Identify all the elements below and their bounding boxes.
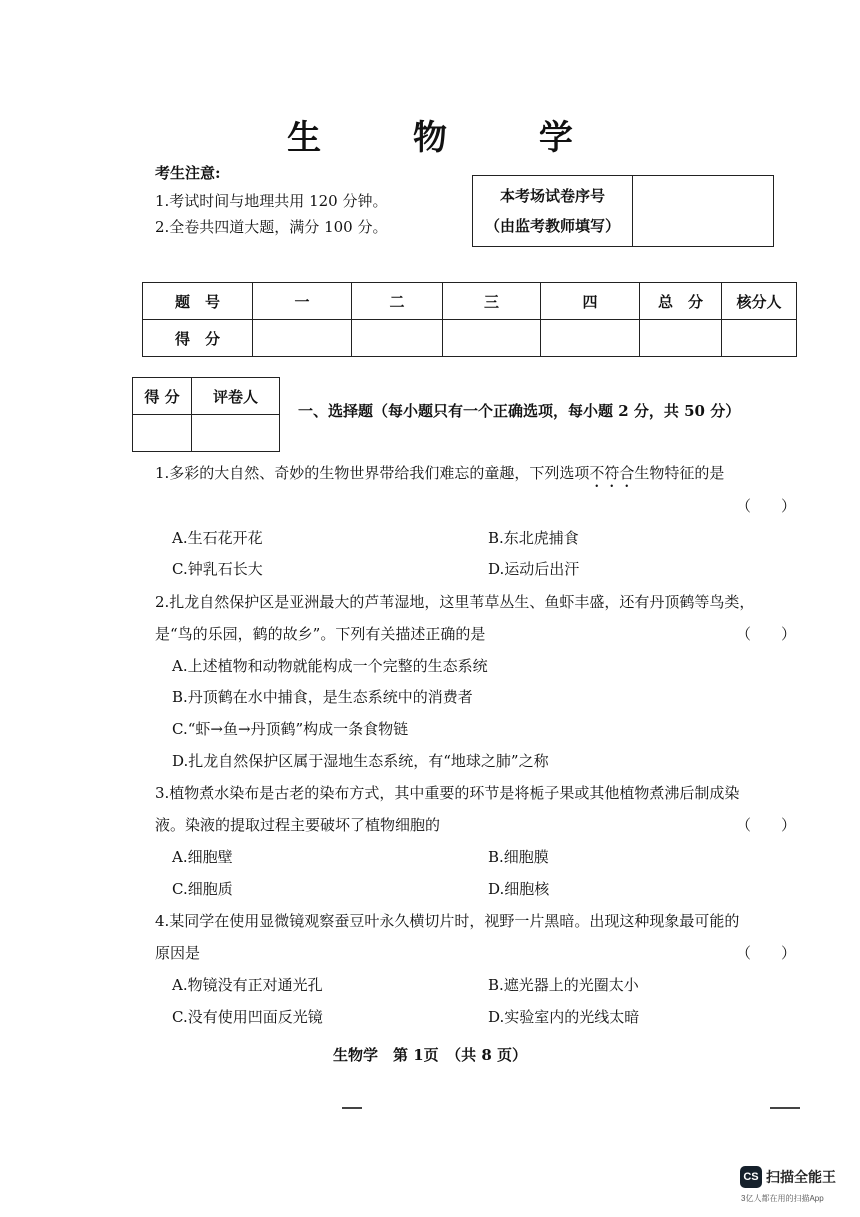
option: C.钟乳石长大 <box>172 560 263 578</box>
answer-paren[interactable]: （ ） <box>736 944 797 962</box>
score-cell[interactable] <box>640 320 722 357</box>
option: B.细胞膜 <box>488 848 549 866</box>
option: D.扎龙自然保护区属于湿地生态系统，有“地球之肺”之称 <box>172 752 549 770</box>
row-header-score: 得 分 <box>143 320 253 357</box>
col-header: 四 <box>541 283 640 320</box>
question-stem <box>155 462 724 491</box>
notice-item: 2.全卷共四道大题，满分 100 分。 <box>155 218 388 236</box>
option: C.没有使用凹面反光镜 <box>172 1008 323 1026</box>
score-cell[interactable] <box>253 320 352 357</box>
row-header-question: 题 号 <box>143 283 253 320</box>
option: A.细胞壁 <box>172 848 233 866</box>
col-header: 总 分 <box>640 283 722 320</box>
serial-input-cell[interactable] <box>633 176 774 247</box>
notice-item: 1.考试时间与地理共用 120 分钟。 <box>155 192 388 210</box>
score-table <box>142 282 797 357</box>
grader-score-label: 得 分 <box>133 378 192 415</box>
grader-name-cell[interactable] <box>192 415 280 452</box>
grader-table <box>132 377 280 452</box>
option: A.上述植物和动物就能构成一个完整的生态系统 <box>172 657 488 675</box>
scanner-logo-icon: CS <box>740 1166 762 1188</box>
scanner-tagline: 3亿人都在用的扫描App <box>741 1194 824 1203</box>
option: D.实验室内的光线太暗 <box>488 1008 640 1026</box>
option: C.“虾→鱼→丹顶鹤”构成一条食物链 <box>172 720 409 738</box>
scanner-name: 扫描全能王 <box>766 1169 836 1185</box>
option: A.物镜没有正对通光孔 <box>172 976 323 994</box>
question-stem: 液。染液的提取过程主要破坏了植物细胞的 <box>155 816 441 834</box>
score-cell[interactable] <box>443 320 541 357</box>
option: A.生石花开花 <box>172 529 263 547</box>
col-header: 二 <box>352 283 443 320</box>
scanner-watermark <box>740 1166 836 1188</box>
col-header: 三 <box>443 283 541 320</box>
question-stem: 4.某同学在使用显微镜观察蚕豆叶永久横切片时，视野一片黑暗。出现这种现象最可能的 <box>155 912 740 930</box>
serial-note: （由监考教师填写） <box>484 217 620 235</box>
exam-serial-box <box>472 175 774 247</box>
option: D.细胞核 <box>488 880 550 898</box>
serial-label: 本考场试卷序号 <box>499 187 605 205</box>
option: B.丹顶鹤在水中捕食，是生态系统中的消费者 <box>172 688 473 706</box>
option: D.运动后出汗 <box>488 560 580 578</box>
score-cell[interactable] <box>722 320 797 357</box>
col-header: 一 <box>253 283 352 320</box>
col-header: 核分人 <box>722 283 797 320</box>
grader-name-label: 评卷人 <box>192 378 280 415</box>
section-heading: 一、选择题（每小题只有一个正确选项，每小题 2 分，共 50 分） <box>298 402 741 420</box>
answer-paren[interactable]: （ ） <box>736 816 797 834</box>
emphasis-text: 不符合 <box>589 464 635 482</box>
page-title: 生 物 学 <box>287 118 613 158</box>
answer-paren[interactable]: （ ） <box>736 625 797 643</box>
question-stem: 是“鸟的乐园，鹤的故乡”。下列有关描述正确的是 <box>155 625 486 643</box>
question-stem: 3.植物煮水染布是古老的染布方式，其中重要的环节是将栀子果或其他植物煮沸后制成染 <box>155 784 740 802</box>
question-stem: 原因是 <box>155 944 201 962</box>
serial-label-cell <box>473 176 633 247</box>
option: C.细胞质 <box>172 880 233 898</box>
answer-paren[interactable]: （ ） <box>736 497 797 515</box>
stem-text: 1.多彩的大自然、奇妙的生物世界带给我们难忘的童趣，下列选项 <box>155 464 590 482</box>
scan-mark <box>770 1107 800 1109</box>
grader-score-cell[interactable] <box>133 415 192 452</box>
stem-text: 生物特征的是 <box>634 464 725 482</box>
option: B.遮光器上的光圈太小 <box>488 976 639 994</box>
score-cell[interactable] <box>352 320 443 357</box>
page-footer: 生物学 第 1页 （共 8 页） <box>332 1046 528 1064</box>
question-stem: 2.扎龙自然保护区是亚洲最大的芦苇湿地，这里苇草丛生、鱼虾丰盛，还有丹顶鹤等鸟类， <box>155 593 755 611</box>
scan-mark <box>342 1107 362 1109</box>
notice-heading: 考生注意: <box>155 164 221 182</box>
score-cell[interactable] <box>541 320 640 357</box>
option: B.东北虎捕食 <box>488 529 579 547</box>
